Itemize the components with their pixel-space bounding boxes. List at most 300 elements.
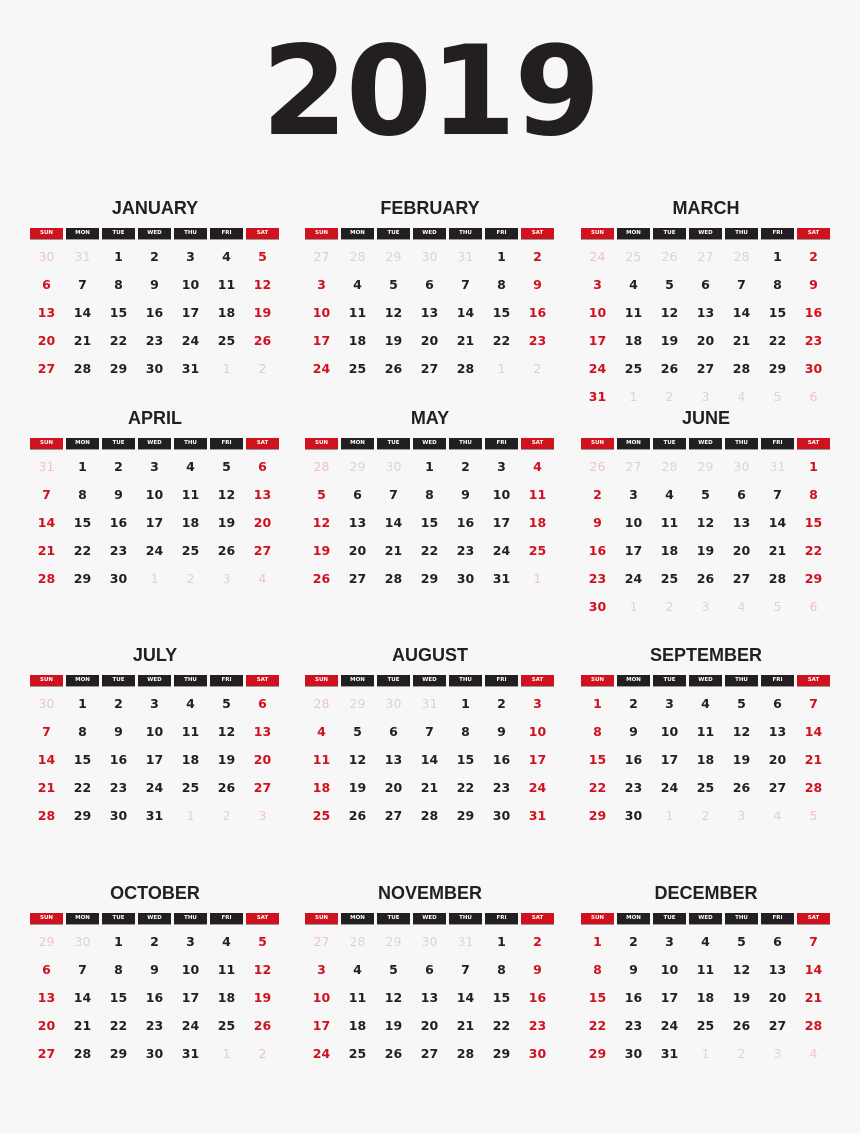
weekday-header-sun: SUN [30, 438, 63, 449]
month-title: NOVEMBER [377, 883, 482, 903]
week-row [30, 722, 280, 750]
day-cell: 14 [768, 515, 787, 530]
day-cell: 30 [528, 1046, 547, 1061]
week-row [581, 932, 831, 960]
day-cell: 16 [588, 543, 607, 558]
week-row [305, 960, 555, 988]
day-cell: 2 [150, 249, 159, 264]
day-cell: 10 [588, 305, 607, 320]
weekday-header-thu: THU [174, 675, 207, 686]
weekday-header-sat: SAT [521, 675, 554, 686]
day-cell: 5 [317, 487, 326, 502]
weekday-header-thu: THU [174, 438, 207, 449]
day-cell: 23 [456, 543, 475, 558]
day-cell: 26 [660, 361, 679, 376]
month-title: AUGUST [392, 645, 468, 665]
day-cell: 28 [804, 780, 823, 795]
week-row [30, 694, 280, 722]
weekday-header-wed: WED [413, 675, 446, 686]
month-title: APRIL [128, 408, 182, 428]
day-cell: 8 [78, 724, 87, 739]
adjacent-month-day-cell: 28 [661, 459, 678, 474]
month-december [581, 882, 831, 1072]
day-cell: 21 [73, 1018, 92, 1033]
weekday-header-mon: MON [341, 438, 374, 449]
adjacent-month-day-cell: 5 [809, 808, 818, 823]
day-cell: 9 [150, 962, 159, 977]
month-title: JULY [132, 645, 178, 665]
day-cell: 21 [384, 543, 403, 558]
day-cell: 25 [312, 808, 331, 823]
day-cell: 24 [660, 1018, 679, 1033]
day-cell: 10 [660, 962, 679, 977]
day-cell: 13 [420, 305, 439, 320]
day-cell: 22 [73, 780, 92, 795]
day-cell: 27 [253, 543, 272, 558]
day-cell: 23 [804, 333, 823, 348]
week-row [581, 485, 831, 513]
adjacent-month-day-cell: 28 [313, 459, 330, 474]
week-row [305, 303, 555, 331]
day-cell: 3 [186, 249, 195, 264]
day-cell: 23 [145, 333, 164, 348]
weekday-header-sat: SAT [521, 438, 554, 449]
weekday-header-sat: SAT [797, 913, 830, 924]
day-cell: 19 [732, 990, 751, 1005]
day-cell: 4 [222, 934, 231, 949]
day-cell: 20 [732, 543, 751, 558]
adjacent-month-day-cell: 1 [222, 1046, 231, 1061]
day-cell: 11 [348, 305, 367, 320]
weekday-header-tue: TUE [653, 228, 686, 239]
day-cell: 3 [317, 962, 326, 977]
day-cell: 25 [181, 543, 200, 558]
day-cell: 22 [588, 1018, 607, 1033]
day-cell: 7 [461, 962, 470, 977]
week-row [30, 359, 280, 387]
day-cell: 4 [186, 696, 195, 711]
adjacent-month-day-cell: 4 [258, 571, 267, 586]
adjacent-month-day-cell: 2 [186, 571, 195, 586]
day-cell: 12 [312, 515, 331, 530]
weekday-header-sat: SAT [797, 228, 830, 239]
month-title: DECEMBER [654, 883, 758, 903]
day-cell: 14 [420, 752, 439, 767]
week-row [581, 778, 831, 806]
day-cell: 6 [737, 487, 746, 502]
day-cell: 12 [217, 724, 236, 739]
day-cell: 14 [732, 305, 751, 320]
day-cell: 24 [528, 780, 547, 795]
day-cell: 8 [809, 487, 818, 502]
day-cell: 30 [456, 571, 475, 586]
weekday-header-mon: MON [66, 228, 99, 239]
day-cell: 26 [732, 780, 751, 795]
day-cell: 26 [217, 543, 236, 558]
day-cell: 19 [732, 752, 751, 767]
day-cell: 1 [497, 934, 506, 949]
weekday-header-fri: FRI [761, 913, 794, 924]
day-cell: 18 [660, 543, 679, 558]
weekday-header-mon: MON [341, 228, 374, 239]
day-cell: 8 [497, 962, 506, 977]
day-cell: 11 [660, 515, 679, 530]
month-february [305, 197, 555, 387]
adjacent-month-day-cell: 3 [701, 599, 710, 614]
day-cell: 8 [114, 962, 123, 977]
weekday-header-fri: FRI [210, 913, 243, 924]
day-cell: 5 [389, 962, 398, 977]
weekday-header-row [305, 438, 555, 449]
week-row [305, 778, 555, 806]
day-cell: 31 [181, 1046, 200, 1061]
weekday-header-sat: SAT [246, 438, 279, 449]
day-cell: 15 [73, 515, 92, 530]
weekday-header-sun: SUN [30, 913, 63, 924]
weekday-header-row [305, 228, 555, 239]
adjacent-month-day-cell: 2 [258, 361, 267, 376]
weekday-header-sun: SUN [581, 913, 614, 924]
day-cell: 28 [804, 1018, 823, 1033]
day-cell: 4 [317, 724, 326, 739]
day-cell: 18 [217, 990, 236, 1005]
day-cell: 24 [181, 333, 200, 348]
adjacent-month-day-cell: 3 [222, 571, 231, 586]
adjacent-month-day-cell: 1 [701, 1046, 710, 1061]
day-cell: 21 [73, 333, 92, 348]
day-cell: 10 [492, 487, 511, 502]
day-cell: 13 [732, 515, 751, 530]
day-cell: 5 [389, 277, 398, 292]
day-cell: 14 [456, 305, 475, 320]
day-cell: 22 [420, 543, 439, 558]
day-cell: 2 [461, 459, 470, 474]
day-cell: 6 [425, 962, 434, 977]
day-cell: 21 [37, 780, 56, 795]
adjacent-month-day-cell: 29 [349, 459, 366, 474]
day-cell: 8 [461, 724, 470, 739]
week-row [30, 778, 280, 806]
month-title: MARCH [672, 198, 740, 218]
day-cell: 20 [420, 333, 439, 348]
weekday-header-sun: SUN [581, 228, 614, 239]
day-cell: 31 [181, 361, 200, 376]
day-cell: 9 [114, 487, 123, 502]
day-cell: 29 [804, 571, 823, 586]
day-cell: 17 [492, 515, 511, 530]
day-cell: 17 [624, 543, 643, 558]
day-cell: 30 [145, 1046, 164, 1061]
day-cell: 28 [73, 361, 92, 376]
weekday-header-sat: SAT [246, 675, 279, 686]
day-cell: 22 [492, 1018, 511, 1033]
adjacent-month-day-cell: 1 [665, 808, 674, 823]
adjacent-month-day-cell: 31 [38, 459, 55, 474]
adjacent-month-day-cell: 27 [625, 459, 642, 474]
day-cell: 19 [217, 515, 236, 530]
day-cell: 7 [809, 696, 818, 711]
day-cell: 18 [312, 780, 331, 795]
day-cell: 10 [624, 515, 643, 530]
day-cell: 24 [312, 361, 331, 376]
weekday-header-fri: FRI [485, 228, 518, 239]
day-cell: 29 [109, 1046, 128, 1061]
week-row [305, 513, 555, 541]
day-cell: 11 [528, 487, 547, 502]
adjacent-month-day-cell: 29 [697, 459, 714, 474]
day-cell: 6 [701, 277, 710, 292]
day-cell: 29 [456, 808, 475, 823]
day-cell: 17 [145, 515, 164, 530]
day-cell: 9 [150, 277, 159, 292]
week-row [581, 457, 831, 485]
day-cell: 17 [181, 305, 200, 320]
day-cell: 26 [348, 808, 367, 823]
day-cell: 20 [253, 515, 272, 530]
adjacent-month-day-cell: 27 [313, 934, 330, 949]
day-cell: 14 [804, 724, 823, 739]
week-row [305, 485, 555, 513]
day-cell: 31 [145, 808, 164, 823]
day-cell: 2 [150, 934, 159, 949]
day-cell: 20 [384, 780, 403, 795]
weekday-header-tue: TUE [102, 438, 135, 449]
day-cell: 17 [528, 752, 547, 767]
weekday-header-wed: WED [413, 438, 446, 449]
day-cell: 13 [696, 305, 715, 320]
day-cell: 26 [696, 571, 715, 586]
adjacent-month-day-cell: 2 [737, 1046, 746, 1061]
month-october [30, 882, 280, 1072]
day-cell: 6 [773, 696, 782, 711]
day-cell: 29 [492, 1046, 511, 1061]
day-cell: 12 [384, 990, 403, 1005]
week-row [30, 247, 280, 275]
adjacent-month-day-cell: 2 [533, 361, 542, 376]
day-cell: 4 [665, 487, 674, 502]
week-row [581, 988, 831, 1016]
weekday-header-fri: FRI [210, 438, 243, 449]
day-cell: 27 [768, 1018, 787, 1033]
adjacent-month-day-cell: 1 [186, 808, 195, 823]
day-cell: 8 [114, 277, 123, 292]
week-row [581, 303, 831, 331]
day-cell: 7 [425, 724, 434, 739]
day-cell: 12 [253, 962, 272, 977]
day-cell: 10 [181, 277, 200, 292]
weekday-header-mon: MON [617, 675, 650, 686]
day-cell: 7 [461, 277, 470, 292]
weekday-header-wed: WED [138, 913, 171, 924]
day-cell: 22 [804, 543, 823, 558]
day-cell: 5 [222, 459, 231, 474]
day-cell: 30 [109, 571, 128, 586]
weekday-header-sat: SAT [797, 438, 830, 449]
day-cell: 11 [217, 277, 236, 292]
month-september [581, 644, 831, 834]
day-cell: 30 [804, 361, 823, 376]
day-cell: 9 [809, 277, 818, 292]
weekday-header-thu: THU [449, 438, 482, 449]
day-cell: 28 [37, 808, 56, 823]
weekday-header-sun: SUN [305, 228, 338, 239]
day-cell: 8 [497, 277, 506, 292]
adjacent-month-day-cell: 4 [737, 599, 746, 614]
day-cell: 30 [624, 1046, 643, 1061]
weekday-header-mon: MON [617, 913, 650, 924]
day-cell: 13 [768, 962, 787, 977]
day-cell: 21 [732, 333, 751, 348]
adjacent-month-day-cell: 1 [150, 571, 159, 586]
day-cell: 13 [253, 487, 272, 502]
day-cell: 17 [660, 990, 679, 1005]
week-row [305, 722, 555, 750]
day-cell: 27 [420, 1046, 439, 1061]
week-row [30, 485, 280, 513]
day-cell: 17 [660, 752, 679, 767]
day-cell: 7 [42, 487, 51, 502]
day-cell: 8 [593, 724, 602, 739]
day-cell: 9 [629, 724, 638, 739]
day-cell: 5 [737, 696, 746, 711]
day-cell: 22 [109, 1018, 128, 1033]
day-cell: 23 [528, 1018, 547, 1033]
adjacent-month-day-cell: 1 [222, 361, 231, 376]
day-cell: 7 [809, 934, 818, 949]
day-cell: 26 [253, 333, 272, 348]
day-cell: 16 [804, 305, 823, 320]
weekday-header-row [30, 675, 280, 686]
day-cell: 23 [145, 1018, 164, 1033]
day-cell: 29 [588, 808, 607, 823]
week-row [30, 457, 280, 485]
month-title: SEPTEMBER [649, 645, 763, 665]
week-row [30, 1016, 280, 1044]
day-cell: 19 [384, 1018, 403, 1033]
weekday-header-row [581, 675, 831, 686]
day-cell: 14 [456, 990, 475, 1005]
day-cell: 6 [353, 487, 362, 502]
day-cell: 20 [348, 543, 367, 558]
day-cell: 23 [109, 780, 128, 795]
day-cell: 14 [37, 515, 56, 530]
day-cell: 7 [773, 487, 782, 502]
adjacent-month-day-cell: 3 [737, 808, 746, 823]
day-cell: 18 [181, 752, 200, 767]
day-cell: 19 [312, 543, 331, 558]
weekday-header-tue: TUE [102, 228, 135, 239]
week-row [30, 275, 280, 303]
day-cell: 19 [348, 780, 367, 795]
day-cell: 22 [768, 333, 787, 348]
weekday-header-sat: SAT [797, 675, 830, 686]
day-cell: 2 [114, 696, 123, 711]
day-cell: 13 [768, 724, 787, 739]
weekday-header-row [30, 913, 280, 924]
day-cell: 6 [42, 962, 51, 977]
day-cell: 17 [312, 1018, 331, 1033]
day-cell: 2 [533, 934, 542, 949]
day-cell: 21 [420, 780, 439, 795]
month-title: JUNE [681, 408, 730, 428]
day-cell: 23 [492, 780, 511, 795]
day-cell: 28 [384, 571, 403, 586]
day-cell: 16 [109, 752, 128, 767]
day-cell: 24 [492, 543, 511, 558]
day-cell: 10 [145, 724, 164, 739]
weekday-header-sun: SUN [305, 675, 338, 686]
day-cell: 13 [37, 305, 56, 320]
weekday-header-row [30, 438, 280, 449]
weekday-header-wed: WED [138, 438, 171, 449]
week-row [30, 569, 280, 597]
day-cell: 5 [353, 724, 362, 739]
day-cell: 6 [425, 277, 434, 292]
week-row [305, 457, 555, 485]
month-title: JANUARY [111, 198, 199, 218]
adjacent-month-day-cell: 30 [733, 459, 750, 474]
week-row [581, 247, 831, 275]
day-cell: 3 [629, 487, 638, 502]
weekday-header-thu: THU [174, 913, 207, 924]
day-cell: 31 [528, 808, 547, 823]
adjacent-month-day-cell: 2 [665, 599, 674, 614]
day-cell: 17 [181, 990, 200, 1005]
weekday-header-wed: WED [689, 228, 722, 239]
day-cell: 26 [253, 1018, 272, 1033]
day-cell: 5 [737, 934, 746, 949]
day-cell: 27 [420, 361, 439, 376]
adjacent-month-day-cell: 26 [661, 249, 678, 264]
week-row [30, 960, 280, 988]
day-cell: 2 [593, 487, 602, 502]
month-july [30, 644, 280, 834]
day-cell: 12 [348, 752, 367, 767]
adjacent-month-day-cell: 30 [385, 459, 402, 474]
day-cell: 10 [660, 724, 679, 739]
weekday-header-tue: TUE [377, 675, 410, 686]
week-row [30, 932, 280, 960]
day-cell: 15 [109, 990, 128, 1005]
day-cell: 21 [804, 990, 823, 1005]
weekday-header-wed: WED [138, 675, 171, 686]
weekday-header-sun: SUN [581, 438, 614, 449]
day-cell: 17 [588, 333, 607, 348]
day-cell: 25 [348, 1046, 367, 1061]
day-cell: 12 [732, 962, 751, 977]
day-cell: 15 [73, 752, 92, 767]
day-cell: 20 [768, 990, 787, 1005]
day-cell: 15 [588, 990, 607, 1005]
day-cell: 26 [384, 1046, 403, 1061]
day-cell: 8 [425, 487, 434, 502]
week-row [581, 722, 831, 750]
weekday-header-mon: MON [617, 228, 650, 239]
day-cell: 4 [533, 459, 542, 474]
adjacent-month-day-cell: 28 [349, 934, 366, 949]
day-cell: 16 [456, 515, 475, 530]
day-cell: 18 [624, 333, 643, 348]
day-cell: 13 [384, 752, 403, 767]
week-row [305, 359, 555, 387]
weekday-header-row [581, 228, 831, 239]
week-row [305, 806, 555, 834]
day-cell: 19 [696, 543, 715, 558]
adjacent-month-day-cell: 6 [809, 599, 818, 614]
day-cell: 21 [804, 752, 823, 767]
day-cell: 26 [217, 780, 236, 795]
adjacent-month-day-cell: 30 [421, 249, 438, 264]
